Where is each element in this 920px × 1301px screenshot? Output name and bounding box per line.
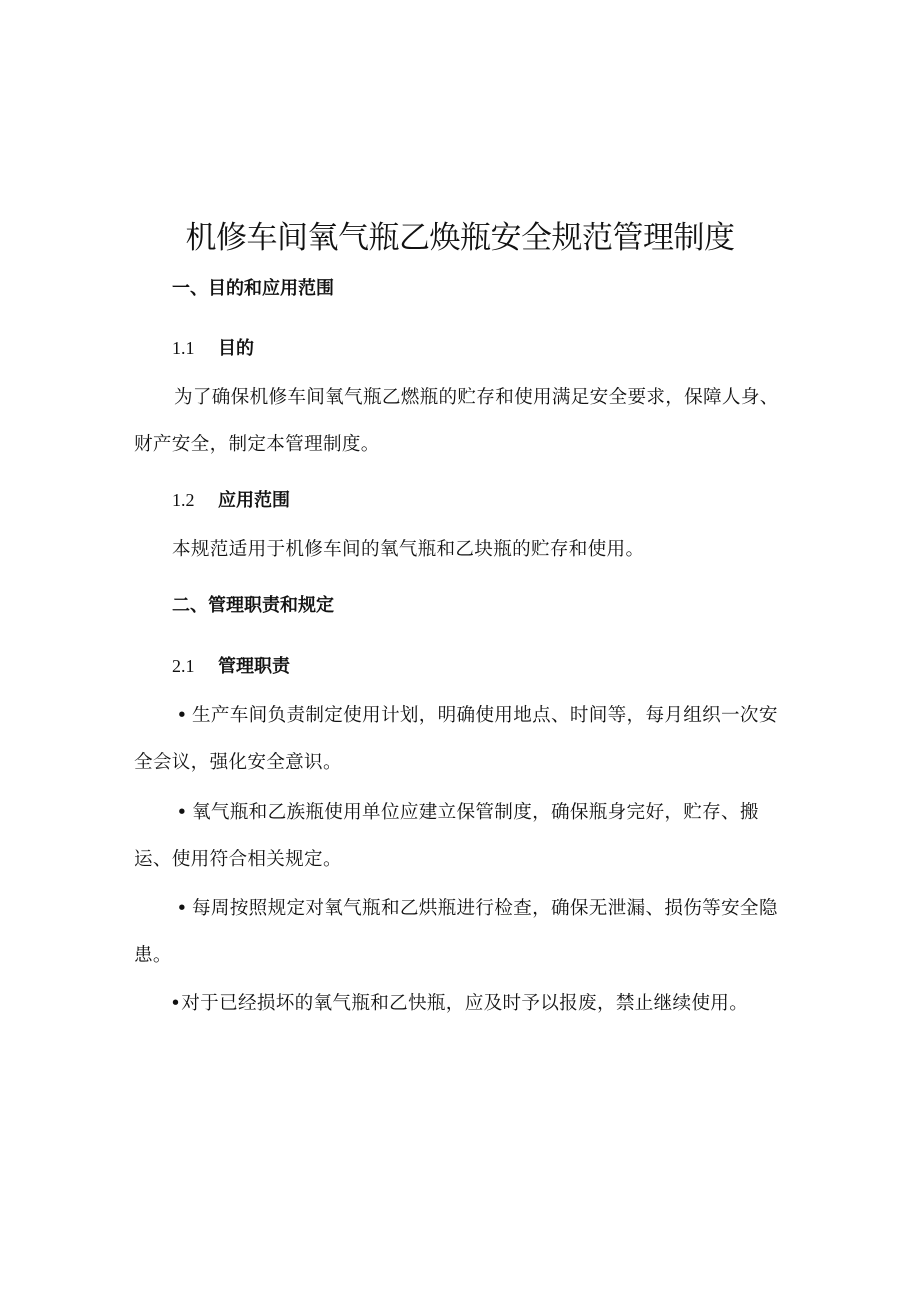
- subsection-label: 目的: [218, 338, 254, 359]
- bullet-text: 生产车间负责制定使用计划，明确使用地点、时间等，每月组织一次安全会议，强化安全意识。: [134, 705, 778, 773]
- bullet-item: [134, 885, 794, 979]
- bullet-text: 对于已经损坏的氧气瓶和乙快瓶，应及时予以报废，禁止继续使用。: [181, 993, 749, 1014]
- subsection-number: 1.2: [172, 490, 195, 510]
- subsection-number: 1.1: [172, 338, 195, 358]
- bullet-text: 每周按照规定对氧气瓶和乙烘瓶进行检查，确保无泄漏、损伤等安全隐患。: [134, 898, 778, 966]
- bullet-marker: •: [176, 705, 188, 726]
- subsection-heading-2-1: [172, 653, 290, 680]
- subsection-heading-1-2: [172, 487, 290, 514]
- paragraph-text: 为了确保机修车间氧气瓶乙燃瓶的贮存和使用满足安全要求，保障人身、财产安全，制定本管理制度。: [134, 387, 779, 455]
- paragraph-scope: 本规范适用于机修车间的氧气瓶和乙块瓶的贮存和使用。: [172, 539, 645, 560]
- bullet-marker: •: [176, 898, 188, 919]
- section-heading-1: 一、目的和应用范围: [172, 278, 334, 299]
- subsection-number: 2.1: [172, 656, 195, 676]
- bullet-item: [134, 789, 794, 883]
- bullet-marker: •: [176, 802, 188, 823]
- bullet-item: [134, 692, 794, 786]
- subsection-heading-1-1: [172, 335, 254, 362]
- paragraph-purpose: [134, 374, 794, 468]
- bullet-marker: •: [170, 993, 182, 1014]
- subsection-label: 应用范围: [218, 490, 290, 511]
- bullet-item: [170, 991, 748, 1017]
- bullet-text: 氧气瓶和乙族瓶使用单位应建立保管制度，确保瓶身完好，贮存、搬运、使用符合相关规定。: [134, 802, 759, 870]
- document-title: 机修车间氧气瓶乙焕瓶安全规范管理制度: [185, 220, 735, 256]
- section-heading-2: 二、管理职责和规定: [172, 595, 334, 616]
- subsection-label: 管理职责: [218, 656, 290, 677]
